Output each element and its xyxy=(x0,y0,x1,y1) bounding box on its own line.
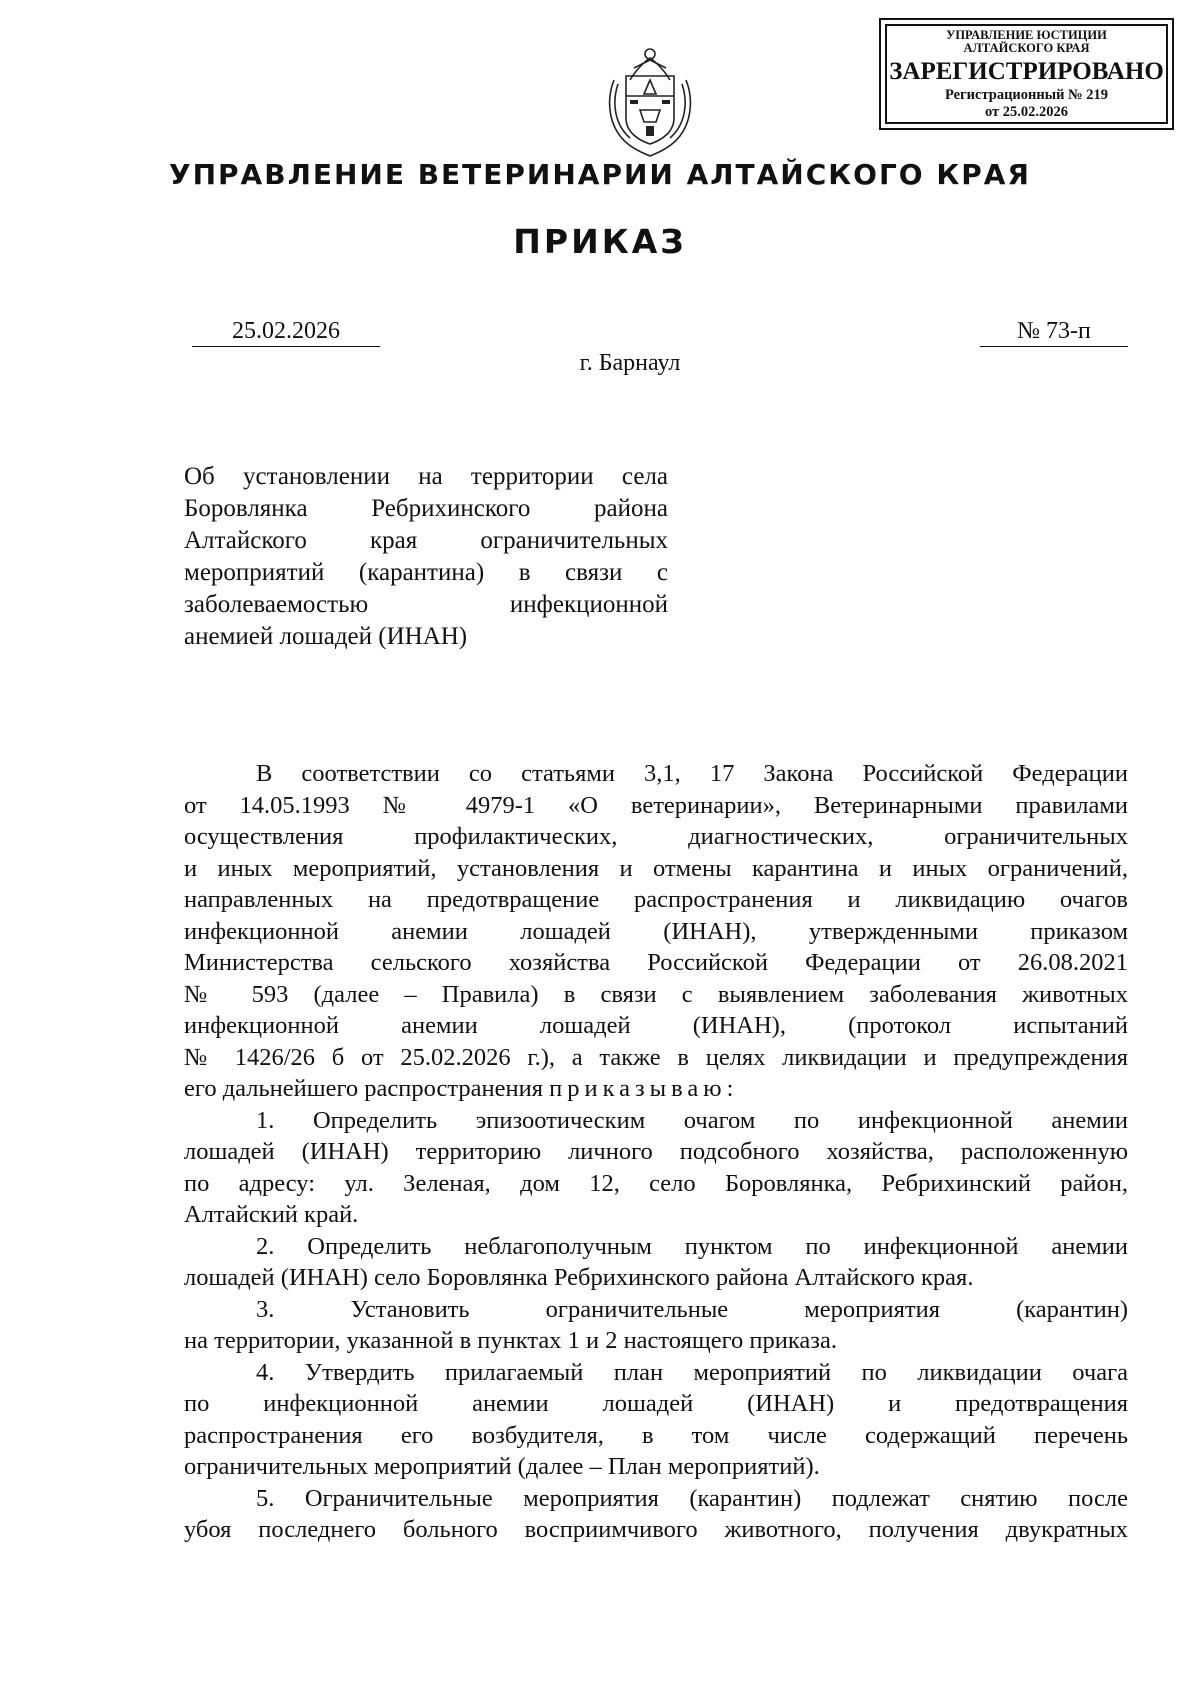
body-line: по инфекционной анемии лошадей (ИНАН) и предотвращения xyxy=(184,1390,1128,1417)
subject-line: заболеваемостью инфекционной xyxy=(184,591,668,618)
body-line: Министерства сельского хозяйства Российской Федерации от 26.08.2021 xyxy=(184,949,1128,976)
body-line: № 593 (далее – Правила) в связи с выявлением заболевания животных xyxy=(184,980,1128,1008)
stamp-org-line-2: АЛТАЙСКОГО КРАЯ xyxy=(963,41,1090,55)
body-line-order xyxy=(184,1073,1128,1105)
stamp-org-line-1: УПРАВЛЕНИЕ ЮСТИЦИИ xyxy=(946,28,1107,42)
stamp-status: ЗАРЕГИСТРИРОВАНО xyxy=(889,58,1164,85)
order-word: приказываю: xyxy=(549,1075,739,1102)
body-line: 1. Определить эпизоотическим очагом по инфекционной анемии xyxy=(256,1106,1128,1134)
body-line: В соответствии со статьями 3,1, 17 Закона Российской Федерации xyxy=(256,760,1128,787)
body-line: распространения его возбудителя, в том числе содержащий перечень xyxy=(184,1421,1128,1449)
body-line: от 14.05.1993 № 4979-1 «О ветеринарии», Ветеринарными правилами xyxy=(184,791,1128,819)
document-body xyxy=(184,758,1128,1546)
stamp-reg-number: Регистрационный № 219 xyxy=(944,87,1108,103)
subject-line: Боровлянка Ребрихинского района xyxy=(184,495,668,522)
subject-line: мероприятий (карантина) в связи с xyxy=(184,559,668,586)
agency-name: УПРАВЛЕНИЕ ВЕТЕРИНАРИИ АЛТАЙСКОГО КРАЯ xyxy=(169,158,1031,191)
body-line: 2. Определить неблагополучным пунктом по инфекционной анемии xyxy=(256,1232,1128,1260)
body-line: лошадей (ИНАН) территорию личного подсобного хозяйства, расположенную xyxy=(184,1138,1128,1165)
document-city: г. Барнаул xyxy=(579,350,681,376)
subject-line: Алтайского края ограничительных xyxy=(184,527,668,554)
body-line: инфекционной анемии лошадей (ИНАН), (протокол испытаний xyxy=(184,1012,1128,1039)
stamp-reg-date: от 25.02.2026 xyxy=(984,104,1069,120)
body-line: ограничительных мероприятий (далее – План мероприятий). xyxy=(184,1453,820,1480)
body-line: направленных на предотвращение распространения и ликвидацию очагов xyxy=(184,886,1128,913)
document-subject xyxy=(184,461,668,653)
document-date: 25.02.2026 xyxy=(192,318,380,347)
subject-line: Об установлении на территории села xyxy=(184,463,668,490)
body-line: 3. Установить ограничительные мероприятия (карантин) xyxy=(256,1295,1128,1323)
registration-stamp-inner xyxy=(885,24,1168,124)
body-line: инфекционной анемии лошадей (ИНАН), утвержденными приказом xyxy=(184,917,1128,945)
body-line: 5. Ограничительные мероприятия (карантин) подлежат снятию после xyxy=(256,1484,1128,1512)
body-line: Алтайский край. xyxy=(184,1201,359,1228)
body-line: на территории, указанной в пунктах 1 и 2 настоящего приказа. xyxy=(184,1327,837,1354)
body-line: и иных мероприятий, установления и отмены карантина и иных ограничений, xyxy=(184,854,1128,882)
body-line: его дальнейшего распространения xyxy=(184,1075,543,1102)
coat-of-arms-emblem xyxy=(600,40,700,160)
body-line: осуществления профилактических, диагностических, ограничительных xyxy=(184,823,1128,850)
body-line: 4. Утвердить прилагаемый план мероприятий по ликвидации очага xyxy=(256,1358,1128,1386)
registration-stamp xyxy=(879,18,1174,130)
body-line: № 1426/26 б от 25.02.2026 г.), а также в целях ликвидации и предупреждения xyxy=(184,1043,1128,1071)
body-line: по адресу: ул. Зеленая, дом 12, село Боровлянка, Ребрихинский район, xyxy=(184,1169,1128,1197)
body-line: убоя последнего больного восприимчивого животного, получения двукратных xyxy=(184,1516,1128,1543)
document-number: № 73-п xyxy=(980,318,1128,347)
subject-line: анемией лошадей (ИНАН) xyxy=(184,623,468,650)
document-type: ПРИКАЗ xyxy=(513,222,687,261)
body-line: лошадей (ИНАН) село Боровлянка Ребрихинского района Алтайского края. xyxy=(184,1264,974,1291)
